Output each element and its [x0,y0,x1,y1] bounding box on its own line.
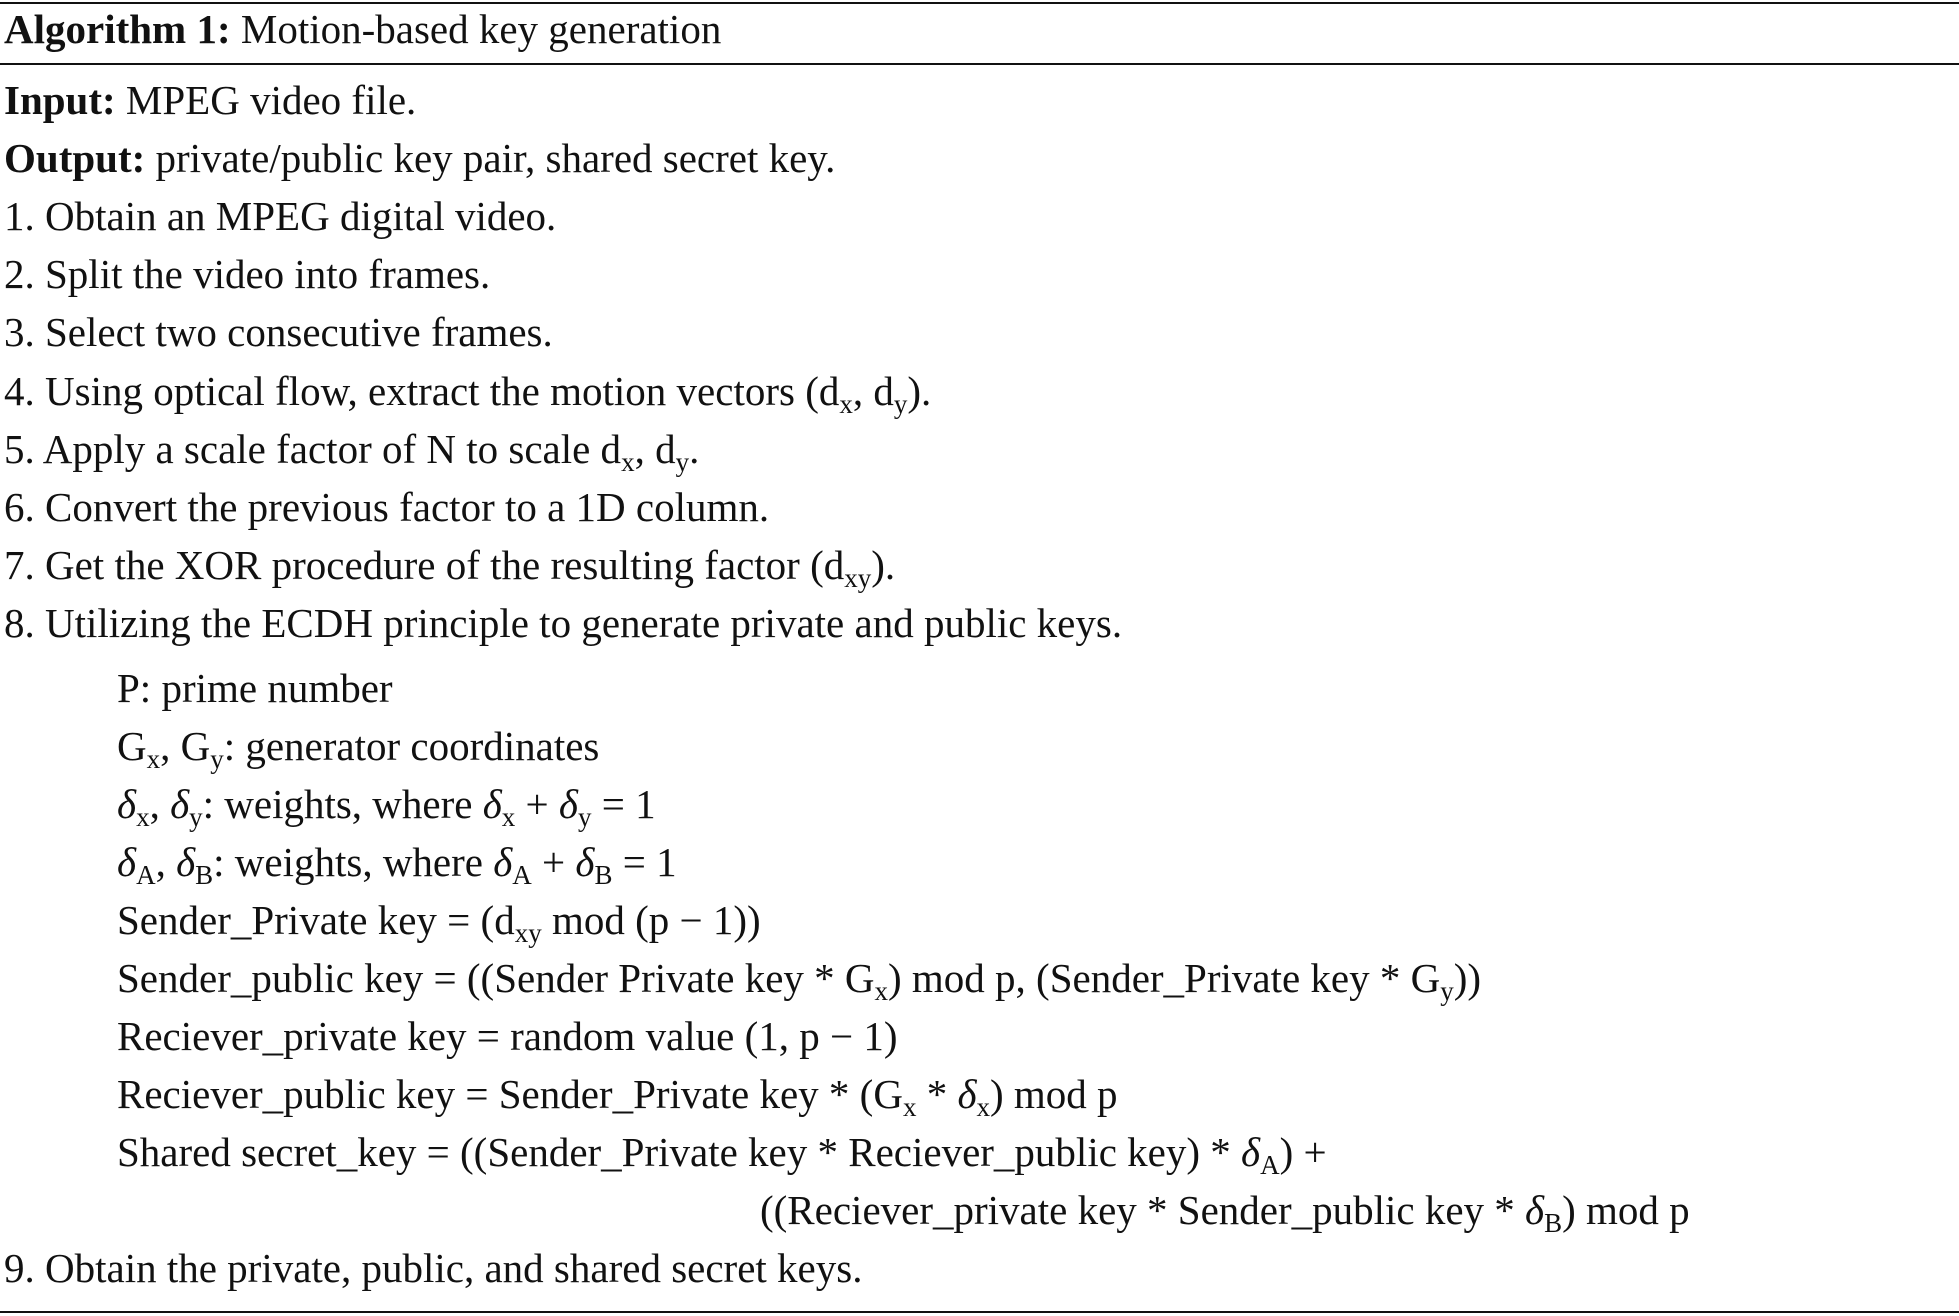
shared-secret-key [117,1127,1327,1180]
step-5-end: . [689,426,700,472]
weights-where: : weights, where [202,781,483,827]
delta-symbol: δ [1241,1129,1261,1175]
delta-symbol: δ [482,781,502,827]
delta-symbol: δ [558,781,578,827]
sender-public-sub-x: x [874,976,888,1006]
weights-where: : weights, where [213,839,494,885]
gen-sep: , G [160,723,211,769]
delta-symbol: δ [117,839,137,885]
shared-secret-cont-text: ((Reciever_private key * Sender_public key * [760,1187,1526,1233]
step-7-text: 7. Get the XOR procedure of the resulting factor (d [4,542,845,588]
step-2: 2. Split the video into frames. [4,251,491,297]
sender-public-end: )) [1453,955,1482,1001]
delta-symbol: δ [575,839,595,885]
ecdh-weights-ab [117,837,677,890]
delta-sub-b: B [594,860,613,890]
step-3: 3. Select two consecutive frames. [4,309,553,355]
shared-secret-text: Shared secret_key = ((Sender_Private key * Reciever_public key) * [117,1129,1242,1175]
algorithm-title: Motion-based key generation [240,6,722,52]
step-7-end: ). [871,542,896,588]
receiver-public-end: ) mod p [990,1071,1118,1117]
delta-sub-x: x [501,802,516,832]
equals-one: = 1 [591,781,656,827]
sender-public-sub-y: y [1440,976,1454,1006]
algorithm-label: Algorithm 1: [4,6,231,52]
delta-sub-a: A [136,860,156,890]
ecdh-weights-xy [117,779,656,832]
algorithm-header [4,4,721,54]
step-4-sep: , d [852,368,894,414]
gen-sub-x: x [146,744,161,774]
delta-symbol: δ [493,839,513,885]
step-5-sub-y: y [675,447,690,477]
step-5 [4,424,700,477]
receiver-private-key: Reciever_private key = random value (1, p − 1) [117,1013,898,1059]
delta-sub-y: y [189,802,203,832]
delta-sub-x: x [136,802,150,832]
delta-sub-a: A [512,860,532,890]
delta-symbol: δ [170,781,190,827]
header-rule [0,63,1959,65]
receiver-public-text: Reciever_public key = Sender_Private key * (G [117,1071,903,1117]
receiver-public-mul: * [916,1071,958,1117]
shared-secret-cont-end: ) mod p [1562,1187,1690,1233]
shared-secret-sub-b: B [1544,1208,1563,1238]
shared-secret-continuation [760,1185,1690,1238]
gen-rest: : generator coordinates [223,723,600,769]
step-4-sub-x: x [839,389,853,419]
step-7-sub-xy: xy [844,563,872,593]
receiver-public-key [117,1069,1118,1122]
step-4 [4,366,932,419]
equals-one: = 1 [612,839,677,885]
step-4-sub-y: y [893,389,908,419]
input-text: MPEG video file. [125,77,417,123]
delta-symbol: δ [957,1071,977,1117]
step-5-sep: , d [634,426,676,472]
plus-sign: + [515,781,559,827]
delta-sub-y: y [577,802,592,832]
plus-sign: + [531,839,576,885]
shared-secret-end: ) + [1279,1129,1327,1175]
step-5-sub-x: x [621,447,635,477]
receiver-public-sub-x: x [902,1092,917,1122]
weights-sep: , [149,781,171,827]
step-7 [4,540,896,593]
input-line [4,75,416,125]
sender-public-key [117,953,1482,1006]
output-text: private/public key pair, shared secret key. [155,135,836,181]
receiver-public-sub-x2: x [976,1092,990,1122]
step-6: 6. Convert the previous factor to a 1D column. [4,484,770,530]
sender-private-sub: xy [514,918,542,948]
output-line [4,133,835,183]
output-label: Output: [4,135,146,181]
step-1: 1. Obtain an MPEG digital video. [4,193,557,239]
sender-private-end: mod (p − 1)) [541,897,761,943]
delta-symbol: δ [117,781,137,827]
sender-public-mid: ) mod p, (Sender_Private key * G [888,955,1441,1001]
input-label: Input: [4,77,116,123]
gen-sub-y: y [210,744,224,774]
sender-private-text: Sender_Private key = (d [117,897,515,943]
gen-g: G [117,723,147,769]
step-9: 9. Obtain the private, public, and shared secret keys. [4,1245,863,1291]
delta-symbol: δ [1525,1187,1545,1233]
shared-secret-sub-a: A [1260,1150,1280,1180]
step-8: 8. Utilizing the ECDH principle to generate private and public keys. [4,600,1123,646]
ecdh-prime: P: prime number [117,665,393,711]
delta-symbol: δ [176,839,196,885]
sender-private-key [117,895,761,948]
weights-sep: , [155,839,177,885]
ecdh-generator [117,721,600,774]
sender-public-text: Sender_public key = ((Sender Private key * G [117,955,875,1001]
delta-sub-b: B [195,860,214,890]
step-4-end: ). [907,368,932,414]
step-4-text: 4. Using optical flow, extract the motion vectors (d [4,368,840,414]
bottom-rule [0,1311,1959,1313]
step-5-text: 5. Apply a scale factor of N to scale d [4,426,622,472]
